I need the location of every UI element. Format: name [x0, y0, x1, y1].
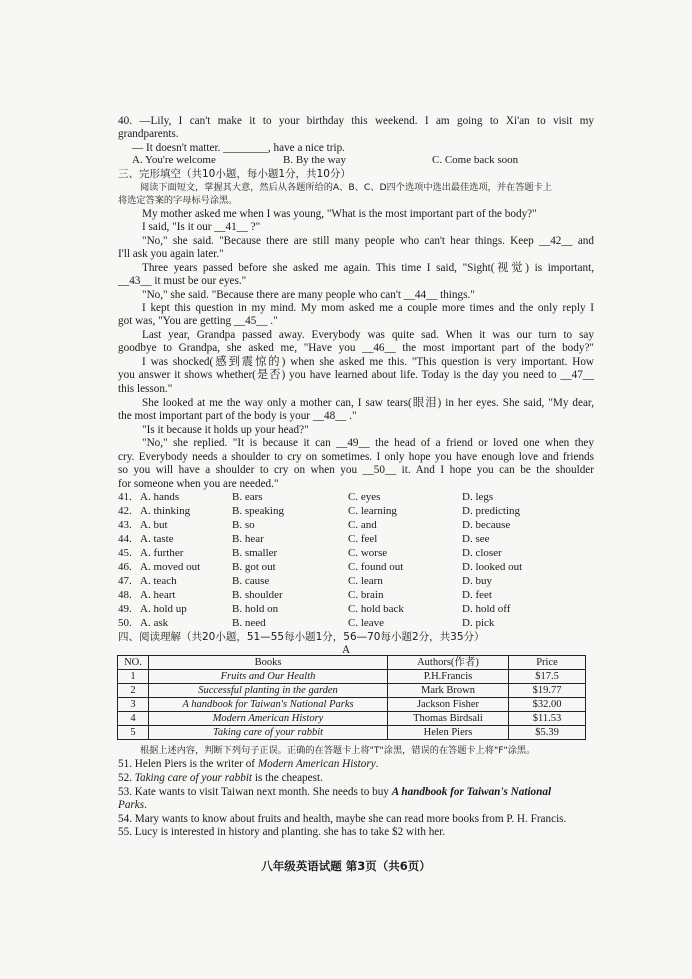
- q40-line2: — It doesn't matter. ________, have a nice trip.: [132, 142, 345, 154]
- row-price: $17.5: [509, 670, 586, 684]
- passage-line: Three years passed before she asked me again. This time I said, "Sight(视觉) is important,: [142, 262, 594, 274]
- row-book-title: Taking care of your rabbit: [149, 726, 388, 740]
- option-b: B. hear: [232, 533, 264, 545]
- passage-line: I kept this question in my mind. My mom asked me a couple more times and the only reply I: [142, 302, 594, 314]
- option-c: C. leave: [348, 617, 385, 629]
- header-price: Price: [509, 656, 586, 670]
- q40-line1b: grandparents.: [118, 128, 179, 140]
- passage-line: cry. Everybody needs a shoulder to cry on sometimes. I only hope you have enough love and friends: [118, 451, 594, 463]
- option-d: D. predicting: [462, 505, 521, 517]
- row-author: P.H.Francis: [388, 670, 509, 684]
- statement-52-num: 52.: [118, 772, 135, 784]
- option-b: B. so: [232, 519, 255, 531]
- passage-line: My mother asked me when I was young, "What is the most important part of the body?": [142, 208, 537, 220]
- statement-53-cont: [118, 798, 594, 812]
- option-a: A. thinking: [140, 505, 191, 517]
- q40-option-a: A. You're welcome: [132, 154, 216, 166]
- option-b: B. smaller: [232, 547, 278, 559]
- statement-52-text: is the cheapest.: [252, 772, 323, 784]
- row-author: Mark Brown: [388, 684, 509, 698]
- passage-line: so you will have a shoulder to cry on when you __50__ it. And I hope you can be the shoulder: [118, 464, 594, 476]
- option-num: 46.: [118, 561, 132, 573]
- option-d: D. hold off: [462, 603, 511, 615]
- option-c: C. worse: [348, 547, 388, 559]
- table-row: [118, 726, 586, 740]
- row-no: 1: [118, 670, 149, 684]
- statement-51: [118, 757, 594, 771]
- row-price: $19.77: [509, 684, 586, 698]
- row-book-title: A handbook for Taiwan's National Parks: [149, 698, 388, 712]
- books-table: [117, 655, 586, 740]
- statement-51-book: Modern American History: [257, 758, 376, 770]
- row-book-title: Modern American History: [149, 712, 388, 726]
- option-c: C. learn: [348, 575, 383, 587]
- option-b: B. ears: [232, 491, 263, 503]
- option-num: 50.: [118, 617, 132, 629]
- option-a: A. taste: [140, 533, 174, 545]
- page-footer: 八年级英语试题 第3页（共6页）: [261, 859, 431, 873]
- statement-51-end: .: [375, 758, 379, 770]
- statement-55: 55. Lucy is interested in history and planting. she has to take $2 with her.: [118, 826, 446, 838]
- table-header-row: [118, 656, 586, 670]
- table-row: [118, 670, 586, 684]
- row-book-title: Fruits and Our Health: [149, 670, 388, 684]
- table-row: [118, 698, 586, 712]
- row-no: 2: [118, 684, 149, 698]
- option-num: 48.: [118, 589, 132, 601]
- passage-line: Last year, Grandpa passed away. Everybody was quite sad. When it was our turn to say: [142, 329, 594, 341]
- passage-line: goodbye to Grandpa, she asked me, "Have you __46__ the most important part of the body?": [118, 342, 594, 354]
- row-no: 5: [118, 726, 149, 740]
- passage-line: you answer it shows whether(是否) you have learned about life. Today is the day you need to __47__: [118, 369, 594, 381]
- option-a: A. heart: [140, 589, 176, 601]
- tf-instruction: 根据上述内容，判断下列句子正误。正确的在答题卡上将"T"涂黑，错误的在答题卡上将"F"涂黑。: [140, 745, 536, 756]
- table-row: [118, 712, 586, 726]
- header-authors: Authors(作者): [388, 656, 509, 670]
- passage-line: "No," she replied. "It is because it can __49__ the head of a friend or loved one when they: [142, 437, 594, 449]
- option-b: B. got out: [232, 561, 276, 573]
- q40-line1: 40. —Lily, I can't make it to your birthday this weekend. I am going to Xi'an to visit my: [118, 115, 594, 127]
- option-a: A. ask: [140, 617, 169, 629]
- statement-54: 54. Mary wants to know about fruits and health, maybe she can read more books from P. H. Francis.: [118, 813, 567, 825]
- option-c: C. learning: [348, 505, 397, 517]
- option-b: B. shoulder: [232, 589, 283, 601]
- statement-52-book: Taking care of your rabbit: [134, 772, 253, 784]
- option-a: A. further: [140, 547, 184, 559]
- section4-title: 四、阅读理解（共20小题，51—55每小题1分，56—70每小题2分，共35分）: [118, 631, 485, 643]
- passage-line: the most important part of the body is your __48__ .": [118, 410, 357, 422]
- row-price: $32.00: [509, 698, 586, 712]
- statement-53-book: A handbook for Taiwan's National: [391, 786, 552, 798]
- option-a: A. hold up: [140, 603, 187, 615]
- option-b: B. cause: [232, 575, 270, 587]
- header-no: NO.: [118, 656, 149, 670]
- option-b: B. hold on: [232, 603, 279, 615]
- row-no: 3: [118, 698, 149, 712]
- passage-line: I said, "Is it our __41__ ?": [142, 221, 261, 233]
- row-author: Jackson Fisher: [388, 698, 509, 712]
- part-a-label: A: [341, 644, 351, 656]
- option-d: D. see: [462, 533, 490, 545]
- statement-52: [118, 771, 594, 785]
- statement-53-end: .: [144, 799, 147, 811]
- row-price: $11.53: [509, 712, 586, 726]
- statement-53-book-cont: Parks: [118, 799, 145, 811]
- row-book-title: Successful planting in the garden: [149, 684, 388, 698]
- option-d: D. legs: [462, 491, 494, 503]
- passage-line: __43__ it must be our eyes.": [118, 275, 247, 287]
- option-d: D. because: [462, 519, 511, 531]
- option-a: A. moved out: [140, 561, 201, 573]
- q40-option-c: C. Come back soon: [432, 154, 519, 166]
- option-b: B. need: [232, 617, 266, 629]
- passage-line: "No," she said. "Because there are many people who can't __44__ things.": [142, 289, 475, 301]
- option-d: D. looked out: [462, 561, 523, 573]
- section3-instruction-1: 阅读下面短文，掌握其大意，然后从各题所给的A、B、C、D四个选项中选出最佳选项，并在答题卡上: [140, 182, 552, 193]
- option-num: 44.: [118, 533, 132, 545]
- option-c: C. found out: [348, 561, 404, 573]
- option-c: C. eyes: [348, 491, 381, 503]
- option-b: B. speaking: [232, 505, 284, 517]
- q40-option-b: B. By the way: [283, 154, 346, 166]
- passage-line: "Is it because it holds up your head?": [142, 424, 309, 436]
- option-d: D. buy: [462, 575, 492, 587]
- option-c: C. and: [348, 519, 377, 531]
- passage-line: for someone when you are needed.": [118, 478, 279, 490]
- option-num: 45.: [118, 547, 132, 559]
- passage-line: I'll ask you again later.": [118, 248, 224, 260]
- option-a: A. hands: [140, 491, 180, 503]
- section3-title: 三、完形填空（共10小题，每小题1分，共10分）: [118, 168, 351, 180]
- statement-53-text: 53. Kate wants to visit Taiwan next month. She needs to buy: [118, 786, 392, 798]
- option-num: 43.: [118, 519, 132, 531]
- option-num: 41.: [118, 491, 132, 503]
- option-num: 47.: [118, 575, 132, 587]
- option-a: A. but: [140, 519, 168, 531]
- header-books: Books: [149, 656, 388, 670]
- row-author: Thomas Birdsali: [388, 712, 509, 726]
- option-d: D. closer: [462, 547, 502, 559]
- option-c: C. brain: [348, 589, 384, 601]
- option-c: C. hold back: [348, 603, 404, 615]
- table-row: [118, 684, 586, 698]
- option-d: D. pick: [462, 617, 495, 629]
- section3-instruction-2: 将选定答案的字母标号涂黑。: [118, 195, 238, 206]
- option-d: D. feet: [462, 589, 492, 601]
- passage-line: got was, "You are getting __45__ .": [118, 315, 278, 327]
- row-no: 4: [118, 712, 149, 726]
- option-num: 49.: [118, 603, 132, 615]
- option-c: C. feel: [348, 533, 378, 545]
- row-price: $5.39: [509, 726, 586, 740]
- passage-line: She looked at me the way only a mother can, I saw tears(眼泪) in her eyes. She said, "My dear,: [142, 397, 594, 409]
- option-a: A. teach: [140, 575, 177, 587]
- option-num: 42.: [118, 505, 132, 517]
- statement-51-text: 51. Helen Piers is the writer of: [118, 758, 258, 770]
- passage-line: I was shocked(感到震惊的) when she asked me this. "This question is very important. How: [142, 356, 594, 368]
- passage-line: this lesson.": [118, 383, 173, 395]
- row-author: Helen Piers: [388, 726, 509, 740]
- passage-line: "No," she said. "Because there are still many people who can't hear things. Keep __42__ and: [142, 235, 594, 247]
- statement-53: [118, 785, 594, 799]
